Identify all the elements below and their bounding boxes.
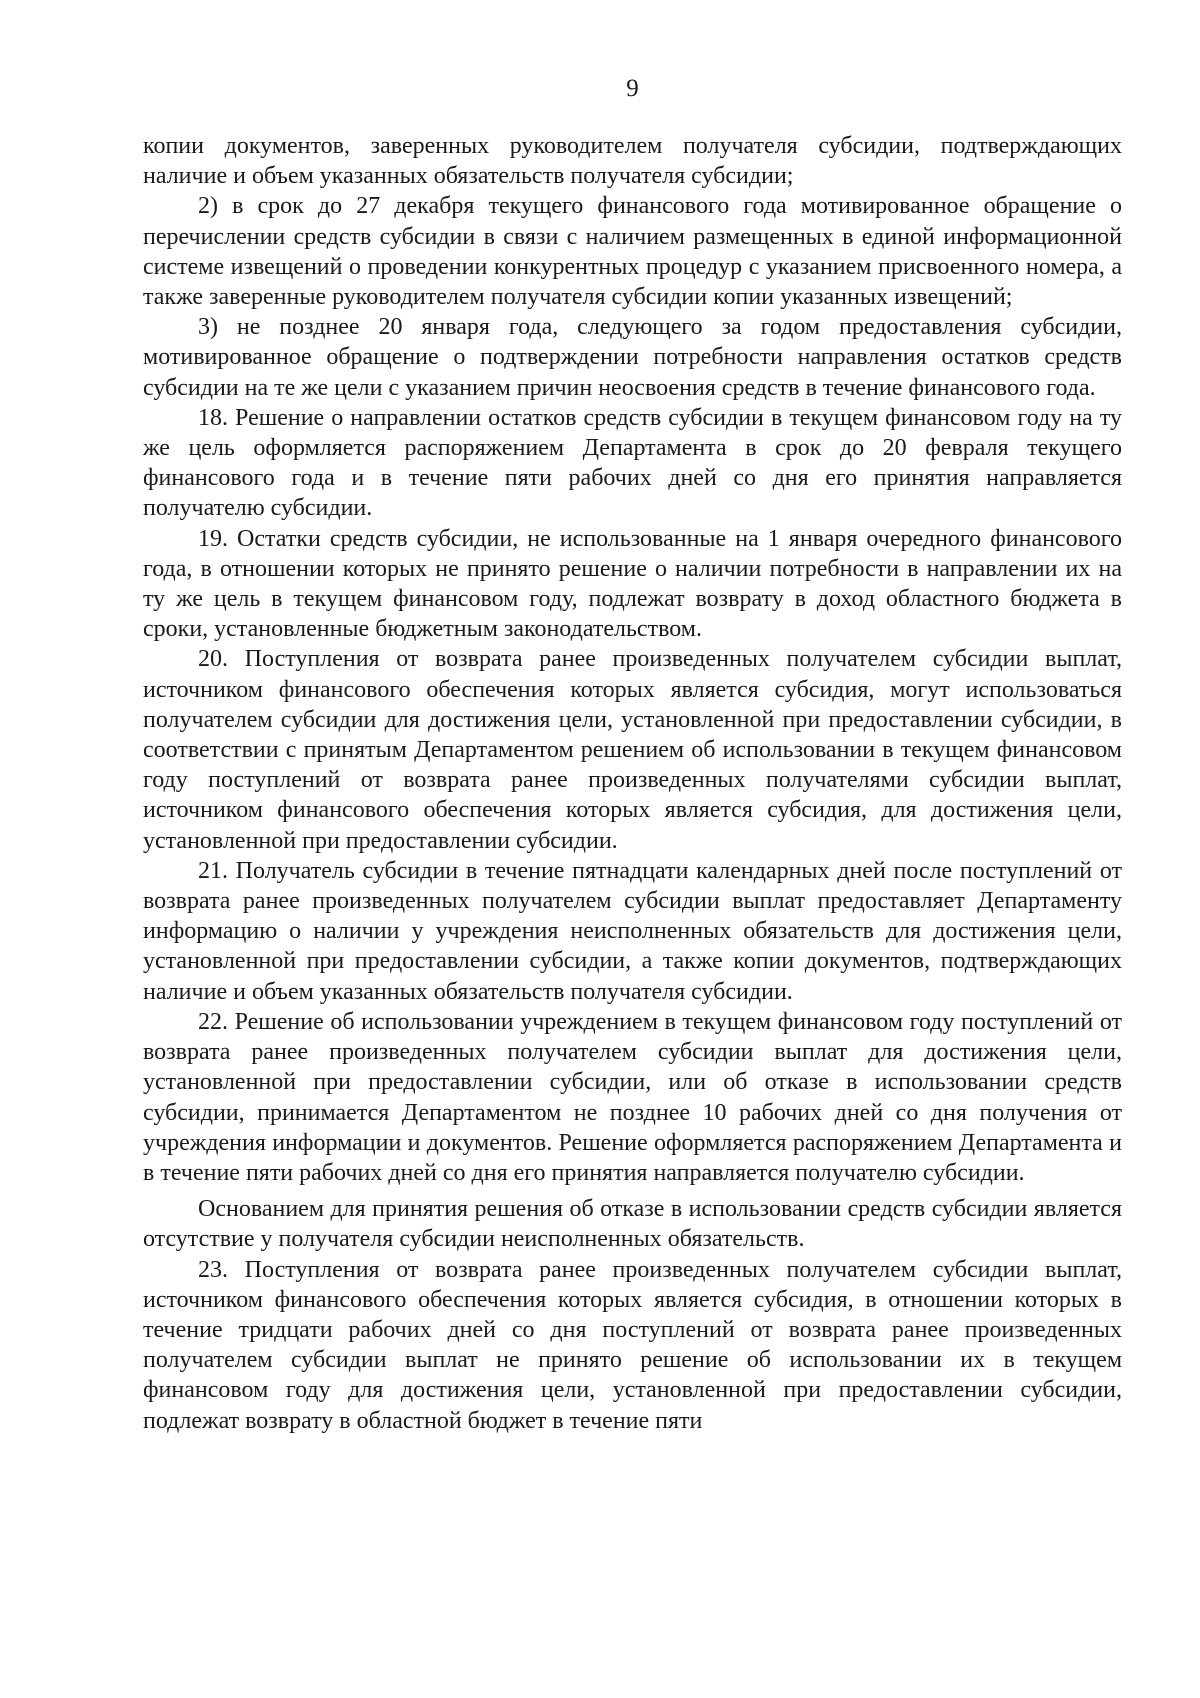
paragraph-23: 23. Поступления от возврата ранее произведенных получателем субсидии выплат, источником финансового обеспечения которых является субсидия, в отношении которых в течение тридцати рабочих дней со дня поступлений от возврата ранее произведенных получателем субсидии выплат не принято решение об использовании их в текущем финансовом году для достижения цели, установленной при предоставлении субсидии, подлежат возврату в областной бюджет в течение пяти (143, 1256, 1122, 1434)
document-body (143, 131, 1122, 1436)
page-number: 9 (626, 75, 639, 102)
paragraph-18: 18. Решение о направлении остатков средств субсидии в текущем финансовом году на ту же цель оформляется распоряжением Департамента в срок до 20 февраля текущего финансового года и в течение пяти рабочих дней со дня его принятия направляется получателю субсидии. (143, 404, 1122, 522)
paragraph-item-3: 3) не позднее 20 января года, следующего за годом предоставления субсидии, мотивированное обращение о подтверждении потребности направления остатков средств субсидии на те же цели с указанием причин неосвоения средств в течение финансового года. (143, 314, 1122, 401)
paragraph-refusal-basis: Основанием для принятия решения об отказе в использовании средств субсидии является отсутствие у получателя субсидии неисполненных обязательств. (143, 1196, 1122, 1253)
paragraph-21: 21. Получатель субсидии в течение пятнадцати календарных дней после поступлений от возврата ранее произведенных получателем субсидии выплат предоставляет Департаменту информацию о наличии у учреждения неисполненных обязательств для достижения цели, установленной при предоставлении субсидии, а также копии документов, подтверждающих наличие и объем указанных обязательств получателя субсидии. (143, 857, 1122, 1005)
paragraph-item-2: 2) в срок до 27 декабря текущего финансового года мотивированное обращение о перечислении средств субсидии в связи с наличием размещенных в единой информационной системе извещений о проведении конкурентных процедур с указанием присвоенного номера, а также заверенные руководителем получателя субсидии копии указанных извещений; (143, 193, 1122, 311)
paragraph-19: 19. Остатки средств субсидии, не использованные на 1 января очередного финансового года, в отношении которых не принято решение о наличии потребности в направлении их на ту же цель в текущем финансовом году, подлежат возврату в доход областного бюджета в сроки, установленные бюджетным законодательством. (143, 525, 1122, 643)
paragraph-22: 22. Решение об использовании учреждением в текущем финансовом году поступлений от возврата ранее произведенных получателем субсидии выплат для достижения цели, установленной при предоставлении субсидии, или об отказе в использовании средств субсидии, принимается Департаментом не позднее 10 рабочих дней со дня получения от учреждения информации и документов. Решение оформляется распоряжением Департамента и в течение пяти рабочих дней со дня его принятия направляется получателю субсидии. (143, 1008, 1122, 1186)
paragraph-20: 20. Поступления от возврата ранее произведенных получателем субсидии выплат, источником финансового обеспечения которых является субсидия, могут использоваться получателем субсидии для достижения цели, установленной при предоставлении субсидии, в соответствии с принятым Департаментом решением об использовании в текущем финансовом году поступлений от возврата ранее произведенных получателями субсидии выплат, источником финансового обеспечения которых является субсидия, для достижения цели, установленной при предоставлении субсидии. (143, 646, 1122, 854)
paragraph-continuation: копии документов, заверенных руководителем получателя субсидии, подтверждающих наличие и объем указанных обязательств получателя субсидии; (143, 133, 1122, 190)
